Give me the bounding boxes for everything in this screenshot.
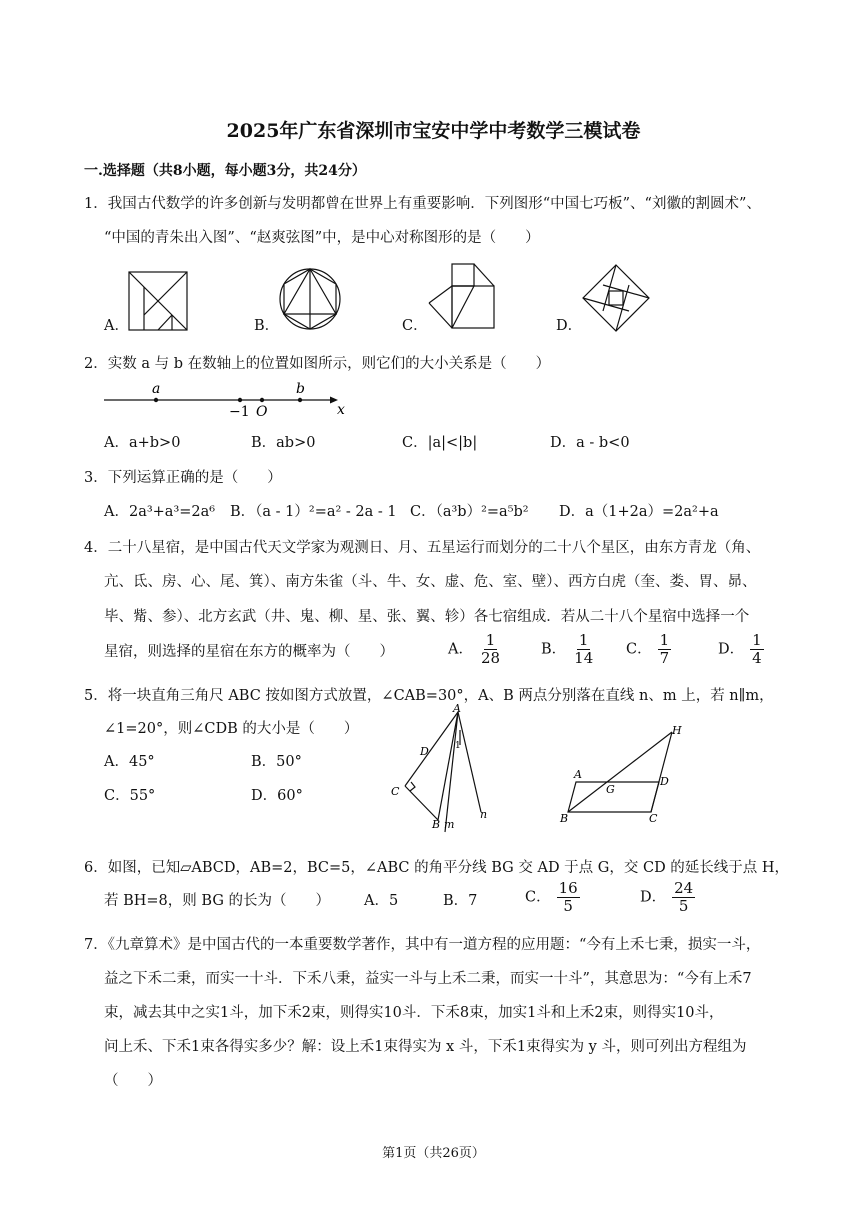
q4-option-c: C． $\frac{1}{7}$ — [626, 631, 670, 667]
q2-line1: 2．实数 a 与 b 在数轴上的位置如图所示，则它们的大小关系是（ ） — [84, 356, 551, 372]
q7-line5: （ ） — [104, 1073, 162, 1089]
section-heading: 一.选择题（共8小题，每小题3分，共24分） — [84, 163, 366, 179]
q4-option-d: D． $\frac{1}{4}$ — [718, 631, 762, 667]
fig6-label-h: H — [672, 724, 682, 737]
axis-minus1-label: −1 — [229, 404, 250, 420]
q4-line4: 星宿，则选择的星宿在东方的概率为（ ） — [104, 644, 394, 660]
fig6-label-c: C — [649, 812, 658, 825]
q5-line2: ∠1=20°，则∠CDB 的大小是（ ） — [104, 721, 359, 737]
zhaoshuang-figure — [582, 264, 650, 332]
fig6-label-a: A — [574, 768, 582, 781]
q4-line3: 毕、觜、参）、北方玄武（井、鬼、柳、星、张、翼、轸）各七宿组成．若从二十八个星宿中选择一个 — [104, 609, 750, 625]
tangram-figure — [128, 271, 188, 331]
page-title: 2025年广东省深圳市宝安中学中考数学三模试卷 — [226, 120, 641, 142]
q1-line2: “中国的青朱出入图”、“赵爽弦图”中，是中心对称图形的是（ ） — [104, 230, 540, 246]
q3-option-c: C．（a³b）²=a⁵b² — [410, 504, 529, 520]
fig5-label-angle1: 1 — [455, 741, 461, 751]
q3-option-d: D．a（1+2a）=2a²+a — [559, 504, 719, 520]
q7-line3: 束，减去其中之实1斗，加下禾2束，则得实10斗．下禾8束，加实1斗和上禾2束，则得实10斗， — [104, 1005, 724, 1021]
q5-option-d: D．60° — [251, 788, 303, 804]
q6-option-a: A．5 — [364, 893, 399, 909]
fig5-label-a: A — [453, 702, 461, 715]
qingzhu-figure — [428, 263, 498, 333]
q3-option-a: A．2a³+a³=2a⁶ — [104, 504, 216, 520]
q7-line1: 7．《九章算术》是中国古代的一本重要数学著作，其中有一道方程的应用题：“今有上禾七秉，损实一斗， — [84, 937, 761, 953]
number-line — [100, 380, 360, 420]
page-footer: 第1页（共26页） — [382, 1146, 485, 1161]
fig5-label-n: n — [480, 808, 488, 821]
q4-option-b: B． $\frac{1}{14}$ — [541, 631, 594, 667]
parallelogram-figure — [556, 720, 686, 830]
fig6-label-d: D — [660, 775, 669, 788]
circle-polygon-figure — [278, 267, 342, 331]
q1-option-d: D． — [556, 318, 583, 334]
q6-line1: 6．如图，已知▱ABCD，AB=2，BC=5，∠ABC 的角平分线 BG 交 AD 于点 G，交 CD 的延长线于点 H， — [84, 860, 790, 876]
q6-option-b: B．7 — [443, 893, 478, 909]
triangle-ruler-figure — [388, 700, 498, 835]
fig6-label-g: G — [606, 783, 615, 796]
q1-line1: 1．我国古代数学的许多创新与发明都曾在世界上有重要影响．下列图形“中国七巧板”、“刘徽的割圆术”、 — [84, 196, 761, 212]
q4-line1: 4．二十八星宿，是中国古代天文学家为观测日、月、五星运行而划分的二十八个星区，由东方青龙（角、 — [84, 540, 761, 556]
q5-option-c: C．55° — [104, 788, 156, 804]
q3-option-b: B．（a - 1）²=a² - 2a - 1 — [230, 504, 397, 520]
q5-line1: 5．将一块直角三角尺 ABC 按如图方式放置，∠CAB=30°，A、B 两点分别落在直线 n、m 上，若 n∥m， — [84, 688, 774, 704]
q6-option-d: D． $\frac{24}{5}$ — [640, 879, 694, 915]
axis-x-label: x — [337, 402, 345, 418]
axis-b-label: b — [296, 381, 305, 397]
q5-option-a: A．45° — [104, 754, 155, 770]
q4-option-a: A． $\frac{1}{28}$ — [448, 631, 501, 667]
fig6-label-b: B — [560, 812, 569, 825]
axis-origin-label: O — [256, 404, 268, 420]
q6-option-c: C． $\frac{16}{5}$ — [525, 879, 578, 915]
fig5-label-b: B — [432, 818, 441, 831]
q7-line2: 益之下禾二秉，而实一十斗．下禾八秉，益实一斗与上禾二秉，而实一十斗”，其意思为：“今有上禾7 — [104, 971, 752, 987]
q1-option-b: B． — [254, 318, 280, 334]
q1-option-a: A． — [104, 318, 129, 334]
q7-line4: 问上禾、下禾1束各得实多少？解：设上禾1束得实为 x 斗，下禾1束得实为 y 斗，则可列出方程组为 — [104, 1039, 747, 1055]
q6-line2: 若 BH=8，则 BG 的长为（ ） — [104, 893, 331, 909]
fig5-label-d: D — [420, 745, 429, 758]
fig5-label-c: C — [391, 785, 400, 798]
q3-line1: 3．下列运算正确的是（ ） — [84, 470, 282, 486]
q4-line2: 亢、氐、房、心、尾、箕）、南方朱雀（斗、牛、女、虚、危、室、壁）、西方白虎（奎、娄、胃、昴、 — [104, 574, 757, 590]
q2-option-a: A．a+b>0 — [104, 435, 181, 451]
q2-option-c: C．|a|<|b| — [402, 435, 478, 451]
q2-option-d: D．a - b<0 — [550, 435, 630, 451]
q5-option-b: B．50° — [251, 754, 302, 770]
q2-option-b: B．ab>0 — [251, 435, 316, 451]
fig5-label-m: m — [444, 818, 455, 831]
q1-option-c: C． — [402, 318, 428, 334]
axis-a-label: a — [152, 381, 161, 397]
